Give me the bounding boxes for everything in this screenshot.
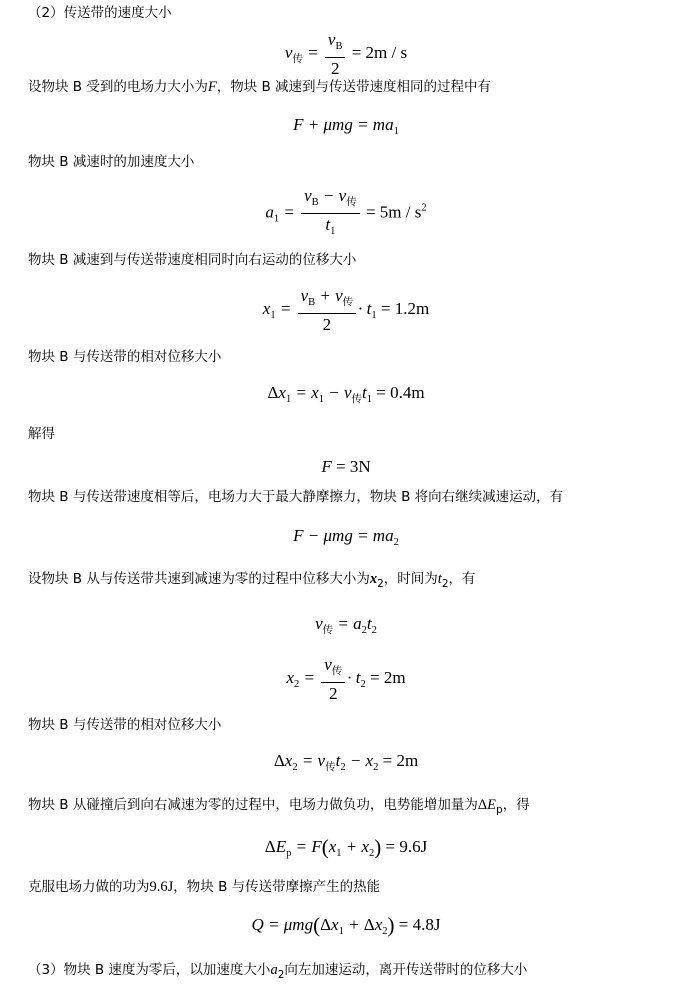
equation-newton-2: $F - \mu mg = ma_2$ — [293, 526, 399, 548]
equation-acceleration-result: = 5m / s — [365, 202, 422, 222]
equation-displacement-1-result: = 1.2m — [380, 298, 430, 318]
paragraph-relative-2: 物块 B 与传送带的相对位移大小 — [28, 717, 222, 733]
phase-2-c: ，有 — [448, 571, 476, 587]
equation-belt-speed: $v_传$ = $\frac{v_B}{2}$ = 2m / s — [284, 30, 408, 78]
section-3-a: （3）物块 B 速度为零后，以加速度大小 — [28, 962, 271, 978]
equation-potential-energy-result: = 9.6J — [385, 837, 428, 856]
potential-energy-a: 物块 B 从碰撞后到向右减速为零的过程中，电场力做负功，电势能增加量为 — [28, 797, 478, 813]
equation-newton-1: $F + \mu mg = ma_1$ — [293, 115, 399, 137]
equation-force-result: F = 3N — [321, 457, 371, 476]
phase-2-a: 设物块 B 从与传送带共速到减速为零的过程中位移大小为 — [28, 571, 370, 587]
paragraph-acceleration: 物块 B 减速时的加速度大小 — [28, 154, 195, 170]
equation-heat-result: = 4.8J — [398, 915, 441, 934]
section-2-heading: （2）传送带的速度大小 — [28, 5, 172, 21]
equation-potential-energy: $\Delta E_p = F(x_1 + x_2) = 9.6J$ — [264, 835, 428, 859]
equation-displacement-1: $x_1$ = $\frac{v_B + v_传}{2}$ · $t_1 = 1.2m$ — [262, 286, 430, 334]
equation-displacement-2: $x_2$ = $\frac{v_传}{2}$ · $t_2 = 2m$ — [286, 655, 406, 703]
force-intro-b: ，物块 B 减速到与传送带速度相同的过程中有 — [216, 79, 492, 95]
phase-2-b: ，时间为 — [383, 571, 438, 587]
paragraph-continue-decel: 物块 B 与传送带速度相等后，电场力大于最大静摩擦力，物块 B 将向右继续减速运动，有 — [28, 489, 564, 505]
paragraph-displacement-1: 物块 B 减速到与传送带速度相同时向右运动的位移大小 — [28, 252, 357, 268]
paragraph-solve: 解得 — [28, 426, 55, 442]
force-intro-a: 设物块 B 受到的电场力大小为 — [28, 79, 208, 95]
heat-b: ，物块 B 与传送带摩擦产生的热能 — [173, 879, 381, 895]
heat-a: 克服电场力做的功为 — [28, 879, 150, 895]
paragraph-potential-energy: 物块 B 从碰撞后到向右减速为零的过程中，电场力做负功，电势能增加量为$\Delta E_p$，得 — [28, 797, 530, 816]
equation-relative-1-result: = 0.4m — [376, 383, 425, 402]
equation-force-value: = 3N — [336, 457, 371, 476]
section-3-b: 向左加速运动，离开传送带时的位移大小 — [284, 962, 528, 978]
paragraph-relative-1: 物块 B 与传送带的相对位移大小 — [28, 349, 222, 365]
equation-belt-speed-2: $v_传 = a_2t_2$ — [315, 614, 377, 636]
equation-relative-2-result: = 2m — [382, 751, 419, 770]
potential-energy-b: ，得 — [502, 797, 530, 813]
equation-belt-speed-result: = 2m / s — [351, 42, 408, 62]
equation-acceleration: $a_1$ = $\frac{v_B - v_传}{t_1}$ = $5m / s^2$ — [265, 186, 427, 237]
equation-relative-1: $\Delta x_1 = x_1 - v_传t_1 = 0.4m$ — [267, 383, 425, 405]
paragraph-heat — [28, 878, 380, 896]
equation-relative-2: $\Delta x_2 = v_传t_2 - x_2 = 2m$ — [273, 751, 419, 773]
equation-displacement-2-result: = 2m — [370, 667, 406, 687]
paragraph-phase-2: 设物块 B 从与传送带共速到减速为零的过程中位移大小为$x_2$，时间为$t_2$，有 — [28, 571, 476, 590]
equation-heat: $Q = \mu mg(\Delta x_1 + \Delta x_2) = 4.8J$ — [251, 913, 441, 937]
heat-work-value: 9.6J — [149, 879, 174, 895]
paragraph-force-intro: 设物块 B 受到的电场力大小为F，物块 B 减速到与传送带速度相同的过程中有 — [28, 79, 492, 95]
section-3-heading: （3）物块 B 速度为零后，以加速度大小$a_2$向左加速运动，离开传送带时的位移大小 — [28, 962, 528, 981]
